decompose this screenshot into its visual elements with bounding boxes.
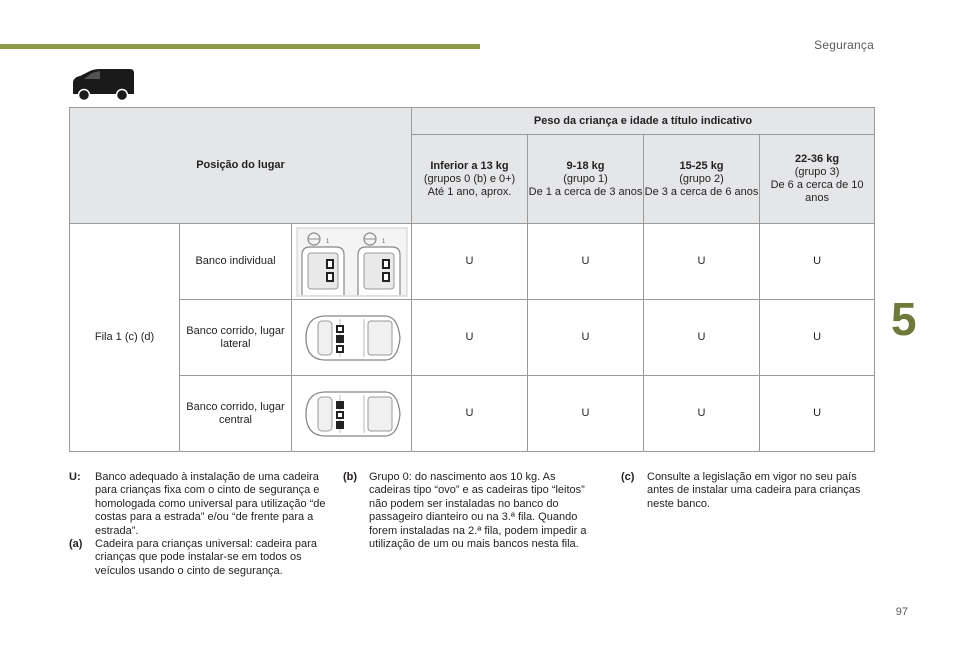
- note-key: (b): [343, 471, 358, 483]
- compatibility-value: U: [412, 300, 528, 376]
- notes-column-3: [621, 471, 871, 511]
- note-text: Consulte a legislação em vigor no seu país antes de instalar uma cadeira para crianças neste banco.: [647, 471, 861, 510]
- group-title: 22-36 kg: [795, 153, 840, 165]
- compatibility-value: U: [528, 300, 644, 376]
- group-header-1: [528, 135, 644, 224]
- section-title: Segurança: [814, 38, 874, 52]
- compatibility-value: U: [528, 376, 644, 452]
- compatibility-value: U: [528, 224, 644, 300]
- header-accent-bar: [0, 44, 480, 49]
- compatibility-value: U: [644, 376, 760, 452]
- note-b: [343, 471, 593, 551]
- group-title: 9-18 kg: [566, 159, 605, 172]
- seat-label: Banco corrido, lugar lateral: [180, 300, 292, 376]
- group-age: Até 1 ano, aprox.: [427, 185, 512, 198]
- group-header-2: [644, 135, 760, 224]
- note-key: (c): [621, 471, 635, 483]
- table-row: [70, 376, 875, 452]
- page-number: 97: [895, 606, 908, 618]
- seat-image-cell: [292, 376, 412, 452]
- note-text: Grupo 0: do nascimento aos 10 kg. As cadeiras tipo “ovo” e as cadeiras tipo “leitos” não podem ser instaladas no banco do passageiro dianteiro ou na 3.ª fila. Quando forem instaladas na 2.ª fila, podem impedir a utilização de um ou mais bancos nesta fila.: [369, 471, 587, 551]
- note-key: (a): [69, 538, 83, 551]
- group-age: De 1 a cerca de 3 anos: [528, 185, 643, 198]
- seat-image-cell: [292, 224, 412, 300]
- svg-text:1: 1: [381, 238, 385, 245]
- group-subtitle: (grupo 2): [679, 172, 724, 185]
- notes-column-2: [343, 471, 593, 551]
- column-header-position: Posição do lugar: [70, 108, 412, 224]
- compatibility-value: U: [644, 300, 760, 376]
- group-age: De 3 a cerca de 6 anos: [644, 185, 759, 198]
- group-header-3: [760, 135, 875, 224]
- table-row: [70, 300, 875, 376]
- child-seat-table: [69, 107, 875, 452]
- compatibility-value: U: [644, 224, 760, 300]
- note-c: [621, 471, 871, 511]
- table-row: [70, 224, 875, 300]
- seat-label: Banco corrido, lugar central: [180, 376, 292, 452]
- group-title: 15-25 kg: [679, 159, 724, 172]
- group-subtitle: (grupos 0 (b) e 0+): [423, 172, 516, 185]
- note-key: U:: [69, 471, 81, 483]
- row-label: Fila 1 (c) (d): [70, 224, 180, 452]
- car-seat-diagram-icon: [296, 227, 408, 297]
- car-top-view-icon: [300, 311, 404, 365]
- group-subtitle: (grupo 3): [794, 166, 840, 178]
- car-top-view-icon: [300, 387, 404, 441]
- seat-label: Banco individual: [180, 224, 292, 300]
- group-subtitle: (grupo 1): [563, 172, 608, 185]
- compatibility-value: U: [412, 224, 528, 300]
- van-icon: [70, 68, 136, 102]
- note-a: [69, 538, 333, 578]
- notes-column-1: [69, 471, 333, 578]
- group-age: De 6 a cerca de 10 anos: [770, 179, 864, 204]
- compatibility-value: U: [760, 300, 875, 376]
- note-u: [69, 471, 333, 538]
- group-title: Inferior a 13 kg: [430, 159, 509, 172]
- compatibility-value: U: [760, 224, 875, 300]
- group-header-0: [412, 135, 528, 224]
- svg-text:1: 1: [325, 238, 329, 245]
- note-text: Cadeira para crianças universal: cadeira para crianças que pode instalar-se em todos os veículos usando o cinto de segurança.: [95, 538, 317, 577]
- seat-image-cell: [292, 300, 412, 376]
- compatibility-value: U: [760, 376, 875, 452]
- compatibility-value: U: [412, 376, 528, 452]
- column-header-weight: Peso da criança e idade a título indicativo: [412, 108, 875, 135]
- chapter-number: 5: [891, 293, 917, 345]
- note-text: Banco adequado à instalação de uma cadeira para crianças fixa com o cinto de segurança e homologada como universal para utilização “de costas para a estrada” e/ou “de frente para a estrada”.: [95, 471, 326, 537]
